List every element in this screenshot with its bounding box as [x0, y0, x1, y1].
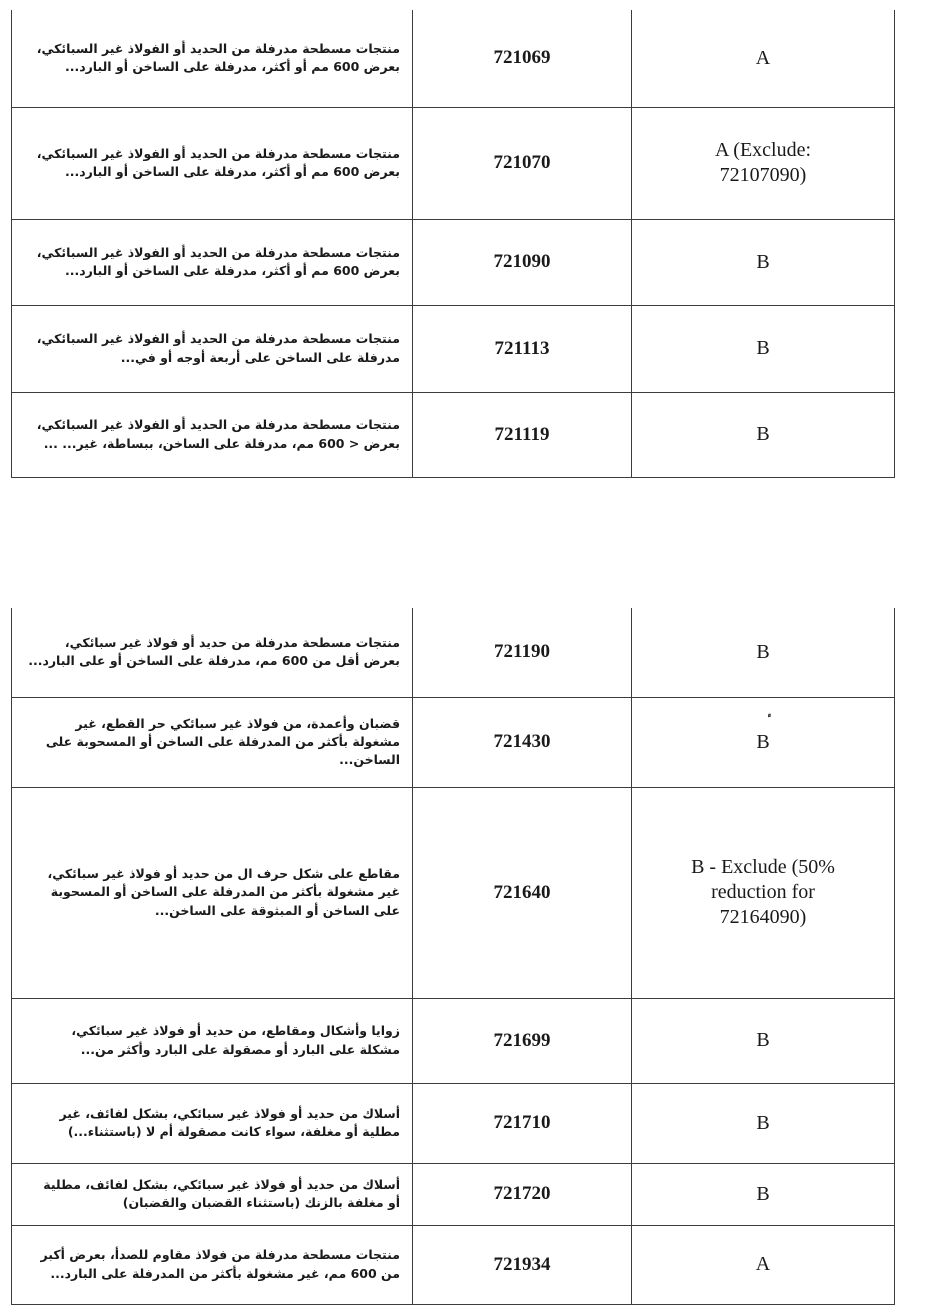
table-row — [12, 392, 895, 477]
table-row — [12, 697, 895, 787]
tariff-table-1 — [11, 10, 895, 478]
code-cell: 721070 — [413, 107, 632, 219]
table-row — [12, 1225, 895, 1304]
category-cell: B — [632, 305, 895, 392]
table-row — [12, 219, 895, 305]
table-row — [12, 305, 895, 392]
table-row — [12, 1163, 895, 1225]
description-cell: زوايا وأشكال ومقاطع، من حديد أو فولاذ غير سبائكي، مشكلة على البارد أو مصقولة على البارد وأكثر من... — [12, 998, 413, 1083]
code-cell: 721119 — [413, 392, 632, 477]
tariff-table-2 — [11, 608, 895, 1305]
description-cell: منتجات مسطحة مدرفلة من فولاذ مقاوم للصدأ، بعرض أكبر من 600 مم، غير مشغولة بأكثر من المدرفلة على البارد... — [12, 1225, 413, 1304]
category-cell: B — [632, 1083, 895, 1163]
description-cell: منتجات مسطحة مدرفلة من الحديد أو الفولاذ غير السبائكي، مدرفلة على الساخن على أربعة أوجه أو في... — [12, 305, 413, 392]
category-cell: B — [632, 697, 895, 787]
code-cell: 721934 — [413, 1225, 632, 1304]
table-row — [12, 10, 895, 107]
description-cell: منتجات مسطحة مدرفلة من الحديد أو الفولاذ غير السبائكي، بعرض 600 مم أو أكثر، مدرفلة على الساخن أو البارد... — [12, 107, 413, 219]
code-cell: 721640 — [413, 787, 632, 998]
code-cell: 721699 — [413, 998, 632, 1083]
category-cell: A — [632, 1225, 895, 1304]
category-cell: B — [632, 608, 895, 697]
code-cell: 721113 — [413, 305, 632, 392]
description-cell: أسلاك من حديد أو فولاذ غير سبائكي، بشكل لفائف، غير مطلية أو مغلفة، سواء كانت مصقولة أم لا (باستثناء...) — [12, 1083, 413, 1163]
code-cell: 721090 — [413, 219, 632, 305]
category-cell: A (Exclude: 72107090) — [632, 107, 895, 219]
category-cell: B - Exclude (50% reduction for 72164090) — [632, 787, 895, 998]
category-cell: B — [632, 998, 895, 1083]
description-cell: مقاطع على شكل حرف ال من حديد أو فولاذ غير سبائكي، غير مشغولة بأكثر من المدرفلة على الساخن أو المسحوبة على الساخن أو المبثوقة على الساخن... — [12, 787, 413, 998]
table-row — [12, 787, 895, 998]
category-cell: A — [632, 10, 895, 107]
code-cell: 721430 — [413, 697, 632, 787]
code-cell: 721190 — [413, 608, 632, 697]
description-cell: أسلاك من حديد أو فولاذ غير سبائكي، بشكل لفائف، مطلية أو مغلفة بالزنك (باستثناء القضبان والقضبان) — [12, 1163, 413, 1225]
code-cell: 721710 — [413, 1083, 632, 1163]
category-cell: B — [632, 392, 895, 477]
description-cell: منتجات مسطحة مدرفلة من الحديد أو الفولاذ غير السبائكي، بعرض 600 مم أو أكثر، مدرفلة على الساخن أو البارد... — [12, 219, 413, 305]
description-cell: منتجات مسطحة مدرفلة من حديد أو فولاذ غير سبائكي، بعرض أقل من 600 مم، مدرفلة على الساخن أو على البارد... — [12, 608, 413, 697]
category-cell: B — [632, 219, 895, 305]
description-cell: منتجات مسطحة مدرفلة من الحديد أو الفولاذ غير السبائكي، بعرض < 600 مم، مدرفلة على الساخن، ببساطة، غير... ... — [12, 392, 413, 477]
code-cell: 721069 — [413, 10, 632, 107]
table-row — [12, 107, 895, 219]
description-cell: منتجات مسطحة مدرفلة من الحديد أو الفولاذ غير السبائكي، بعرض 600 مم أو أكثر، مدرفلة على الساخن أو البارد... — [12, 10, 413, 107]
category-cell: B — [632, 1163, 895, 1225]
table-row — [12, 608, 895, 697]
table-row — [12, 1083, 895, 1163]
code-cell: 721720 — [413, 1163, 632, 1225]
description-cell: قضبان وأعمدة، من فولاذ غير سبائكي حر القطع، غير مشغولة بأكثر من المدرفلة على الساخن أو المسحوبة على الساخن... — [12, 697, 413, 787]
table-row — [12, 998, 895, 1083]
